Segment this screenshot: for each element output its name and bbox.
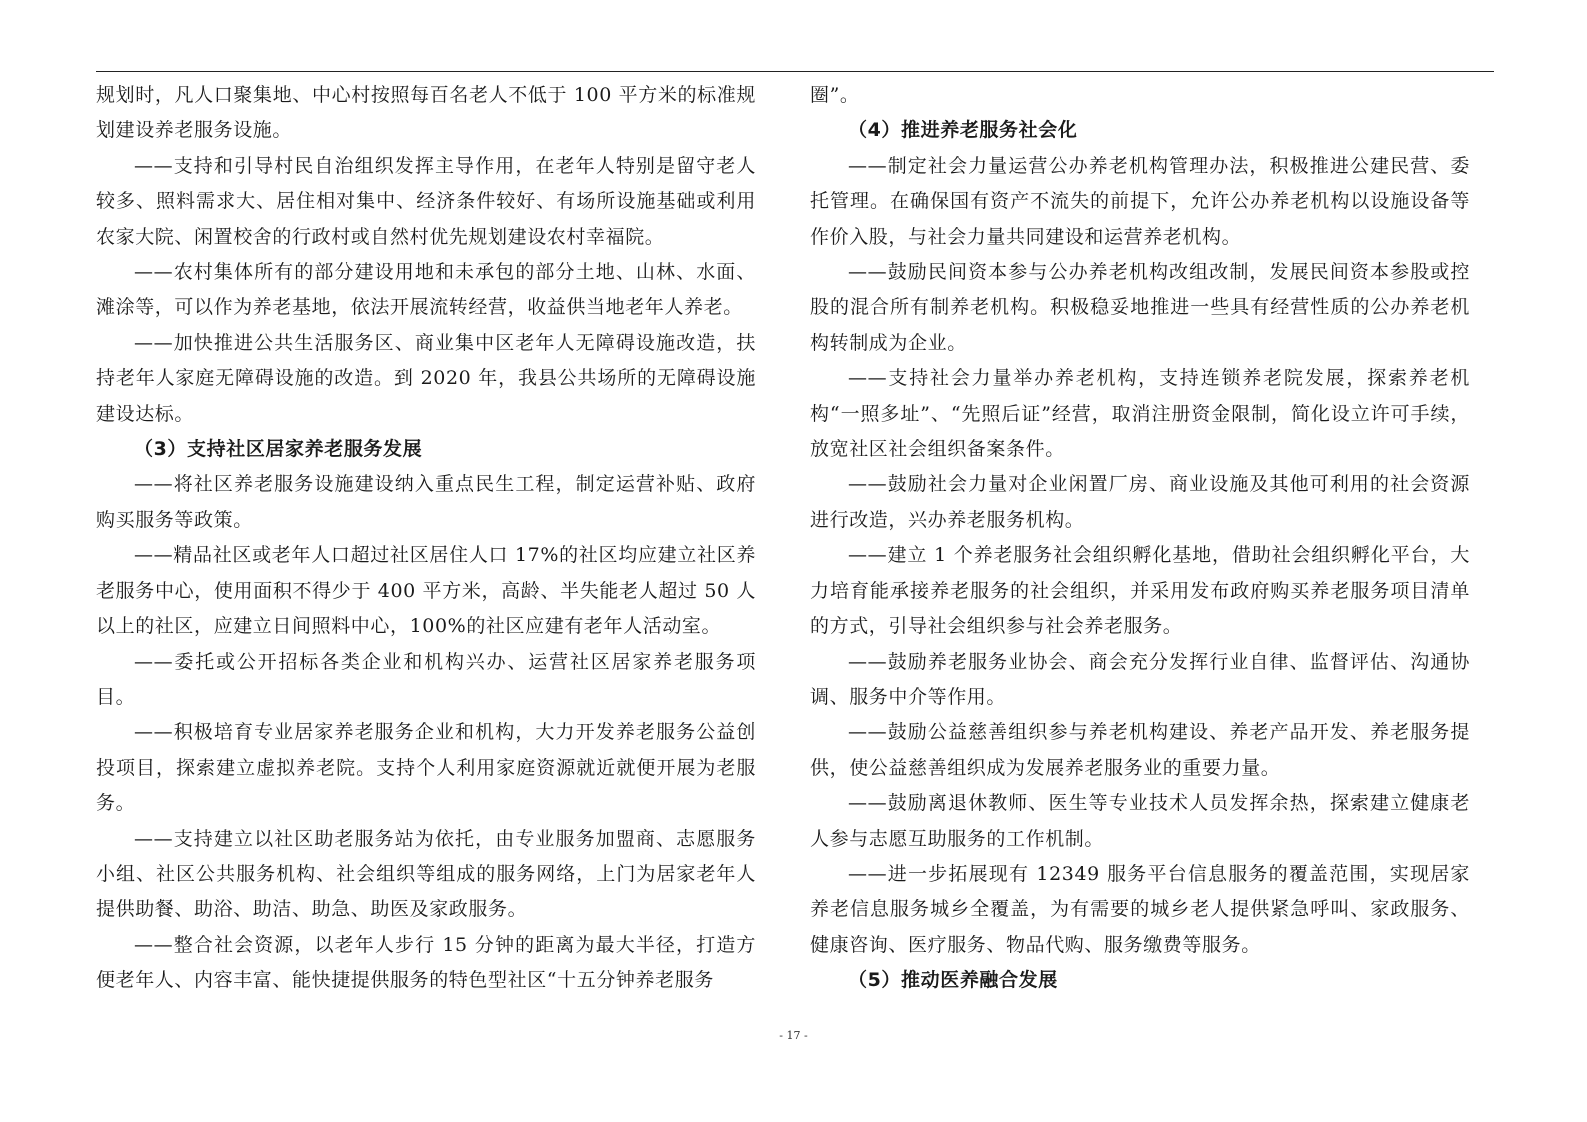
paragraph: ——将社区养老服务设施建设纳入重点民生工程，制定运营补贴、政府购买服务等政策。	[96, 473, 756, 531]
paragraph: 规划时，凡人口聚集地、中心村按照每百名老人不低于 100 平方米的标准规划建设养老服务设施。	[96, 84, 756, 142]
paragraph: ——积极培育专业居家养老服务企业和机构，大力开发养老服务公益创投项目，探索建立虚拟养老院。支持个人利用家庭资源就近就便开展为老服务。	[96, 721, 756, 815]
header-rule	[96, 71, 1494, 72]
section-heading: （4）推进养老服务社会化	[848, 119, 1078, 142]
paragraph: ——鼓励民间资本参与公办养老机构改组改制，发展民间资本参股或控股的混合所有制养老机构。积极稳妥地推进一些具有经营性质的公办养老机构转制成为企业。	[810, 261, 1470, 354]
paragraph: ——支持社会力量举办养老机构，支持连锁养老院发展，探索养老机构“一照多址”、“先照后证”经营，取消注册资金限制，简化设立许可手续，放宽社区社会组织备案条件。	[810, 367, 1470, 461]
left-column	[96, 78, 756, 999]
paragraph: ——鼓励社会力量对企业闲置厂房、商业设施及其他可利用的社会资源进行改造，兴办养老服务机构。	[810, 473, 1470, 531]
paragraph: ——鼓励公益慈善组织参与养老机构建设、养老产品开发、养老服务提供，使公益慈善组织成为发展养老服务业的重要力量。	[810, 721, 1470, 779]
paragraph: ——支持和引导村民自治组织发挥主导作用，在老年人特别是留守老人较多、照料需求大、居住相对集中、经济条件较好、有场所设施基础或利用农家大院、闲置校舍的行政村或自然村优先规划建设农村幸福院。	[96, 154, 756, 248]
paragraph: ——精品社区或老年人口超过社区居住人口 17%的社区均应建立社区养老服务中心，使用面积不得少于 400 平方米，高龄、半失能老人超过 50 人以上的社区，应建立日间照料中心，100%的社区应建有老年人活动室。	[96, 544, 756, 638]
right-column	[810, 78, 1470, 999]
paragraph: ——鼓励离退休教师、医生等专业技术人员发挥余热，探索建立健康老人参与志愿互助服务的工作机制。	[810, 792, 1470, 850]
paragraph: ——整合社会资源，以老年人步行 15 分钟的距离为最大半径，打造方便老年人、内容丰富、能快捷提供服务的特色型社区“十五分钟养老服务	[96, 933, 756, 992]
paragraph: ——委托或公开招标各类企业和机构兴办、运营社区居家养老服务项目。	[96, 650, 756, 708]
paragraph: ——鼓励养老服务业协会、商会充分发挥行业自律、监督评估、沟通协调、服务中介等作用。	[810, 650, 1470, 708]
paragraph: ——加快推进公共生活服务区、商业集中区老年人无障碍设施改造，扶持老年人家庭无障碍设施的改造。到 2020 年，我县公共场所的无障碍设施建设达标。	[96, 331, 756, 425]
section-heading: （5）推动医养融合发展	[848, 969, 1058, 992]
paragraph: ——制定社会力量运营公办养老机构管理办法，积极推进公建民营、委托管理。在确保国有资产不流失的前提下，允许公办养老机构以设施设备等作价入股，与社会力量共同建设和运营养老机构。	[810, 154, 1470, 248]
paragraph: 圈”。	[810, 84, 860, 106]
page-number: - 17 -	[779, 1029, 808, 1042]
paragraph: ——农村集体所有的部分建设用地和未承包的部分土地、山林、水面、滩涂等，可以作为养老基地，依法开展流转经营，收益供当地老年人养老。	[96, 261, 756, 319]
section-heading: （3）支持社区居家养老服务发展	[134, 438, 423, 461]
paragraph: ——进一步拓展现有 12349 服务平台信息服务的覆盖范围，实现居家养老信息服务城乡全覆盖，为有需要的城乡老人提供紧急呼叫、家政服务、健康咨询、医疗服务、物品代购、服务缴费等服务。	[810, 862, 1470, 956]
paragraph: ——支持建立以社区助老服务站为依托，由专业服务加盟商、志愿服务小组、社区公共服务机构、社会组织等组成的服务网络，上门为居家老年人提供助餐、助浴、助洁、助急、助医及家政服务。	[96, 827, 756, 921]
paragraph: ——建立 1 个养老服务社会组织孵化基地，借助社会组织孵化平台，大力培育能承接养老服务的社会组织，并采用发布政府购买养老服务项目清单的方式，引导社会组织参与社会养老服务。	[810, 544, 1470, 638]
